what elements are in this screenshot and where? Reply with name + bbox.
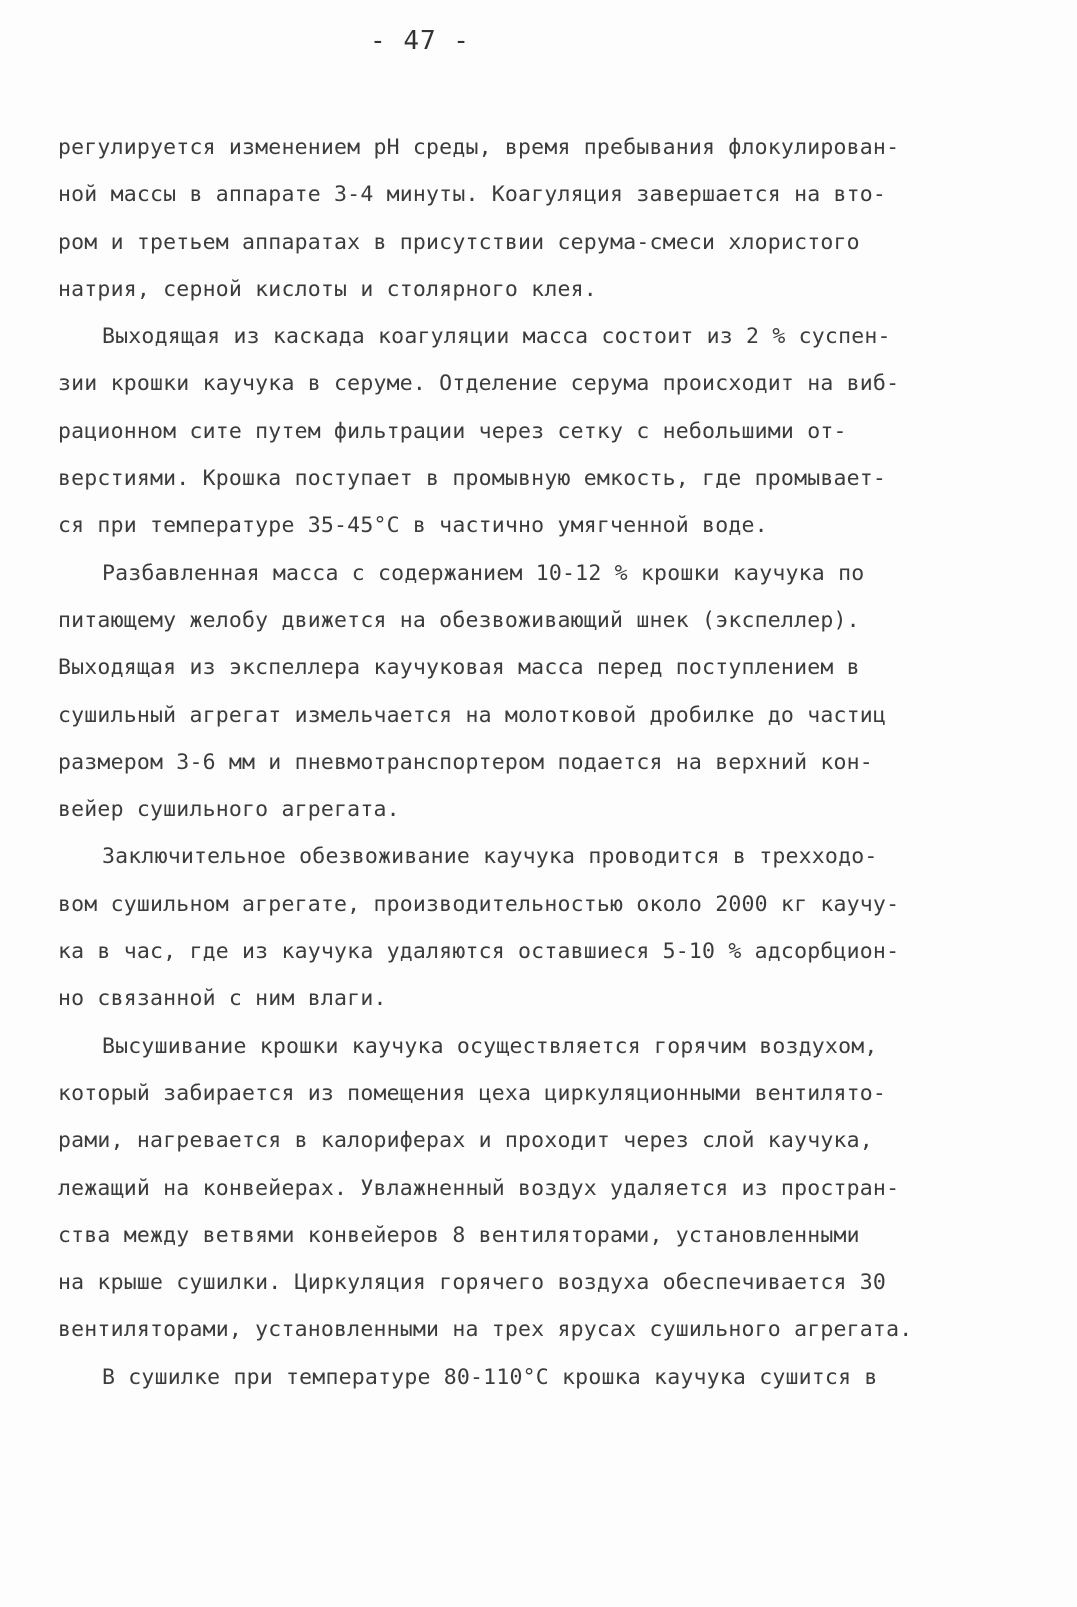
body-text bbox=[58, 124, 1008, 1401]
paragraph-first-line: Высушивание крошки каучука осуществляется горячим воздухом, bbox=[102, 1033, 878, 1059]
text-line: ной массы в аппарате 3-4 минуты. Коагуляция завершается на вто- bbox=[58, 182, 887, 208]
text-line: ства между ветвями конвейеров 8 вентиляторами, установленными bbox=[58, 1222, 860, 1248]
text-line: вом сушильном агрегате, производительностью около 2000 кг каучу- bbox=[58, 891, 900, 917]
text-line: верстиями. Крошка поступает в промывную емкость, где промывает- bbox=[58, 466, 887, 492]
text-line: размером 3-6 мм и пневмотранспортером подается на верхний кон- bbox=[58, 749, 873, 775]
paragraph-first-line: Выходящая из каскада коагуляции масса состоит из 2 % суспен- bbox=[102, 324, 891, 350]
text-line: питающему желобу движется на обезвоживающий шнек (экспеллер). bbox=[58, 607, 860, 633]
text-line: вейер сушильного агрегата. bbox=[58, 797, 400, 823]
paragraph-first-line: Разбавленная масса с содержанием 10-12 % крошки каучука по bbox=[102, 560, 865, 586]
text-line: вентиляторами, установленными на трех ярусах сушильного агрегата. bbox=[58, 1317, 913, 1343]
text-line: который забирается из помещения цеха циркуляционными вентилято- bbox=[58, 1080, 887, 1106]
text-line: на крыше сушилки. Циркуляция горячего воздуха обеспечивается 30 bbox=[58, 1270, 887, 1296]
paragraph-first-line: Заключительное обезвоживание каучука проводится в трехходо- bbox=[102, 844, 878, 870]
text-line: ром и третьем аппаратах в присутствии серума-смеси хлористого bbox=[58, 229, 860, 255]
text-line: зии крошки каучука в серуме. Отделение серума происходит на виб- bbox=[58, 371, 900, 397]
text-line: ка в час, где из каучука удаляются оставшиеся 5-10 % адсорбцион- bbox=[58, 939, 900, 965]
page-number: - 47 - bbox=[370, 26, 470, 56]
text-line: рационном сите путем фильтрации через сетку с небольшими от- bbox=[58, 418, 847, 444]
text-line: регулируется изменением pH среды, время пребывания флокулирован- bbox=[58, 135, 900, 160]
text-line: натрия, серной кислоты и столярного клея. bbox=[58, 276, 597, 302]
text-line: Выходящая из экспеллера каучуковая масса перед поступлением в bbox=[58, 655, 860, 681]
text-line: рами, нагревается в калориферах и проходит через слой каучука, bbox=[58, 1128, 873, 1154]
text-line: сушильный агрегат измельчается на молотковой дробилке до частиц bbox=[58, 702, 887, 728]
paragraph-first-line: В сушилке при температуре 80-110°С крошка каучука сушится в bbox=[102, 1364, 878, 1390]
text-line: но связанной с ним влаги. bbox=[58, 986, 387, 1012]
text-line: лежащий на конвейерах. Увлажненный воздух удаляется из простран- bbox=[58, 1175, 900, 1201]
text-line: ся при температуре 35-45°С в частично умягченной воде. bbox=[58, 513, 768, 539]
